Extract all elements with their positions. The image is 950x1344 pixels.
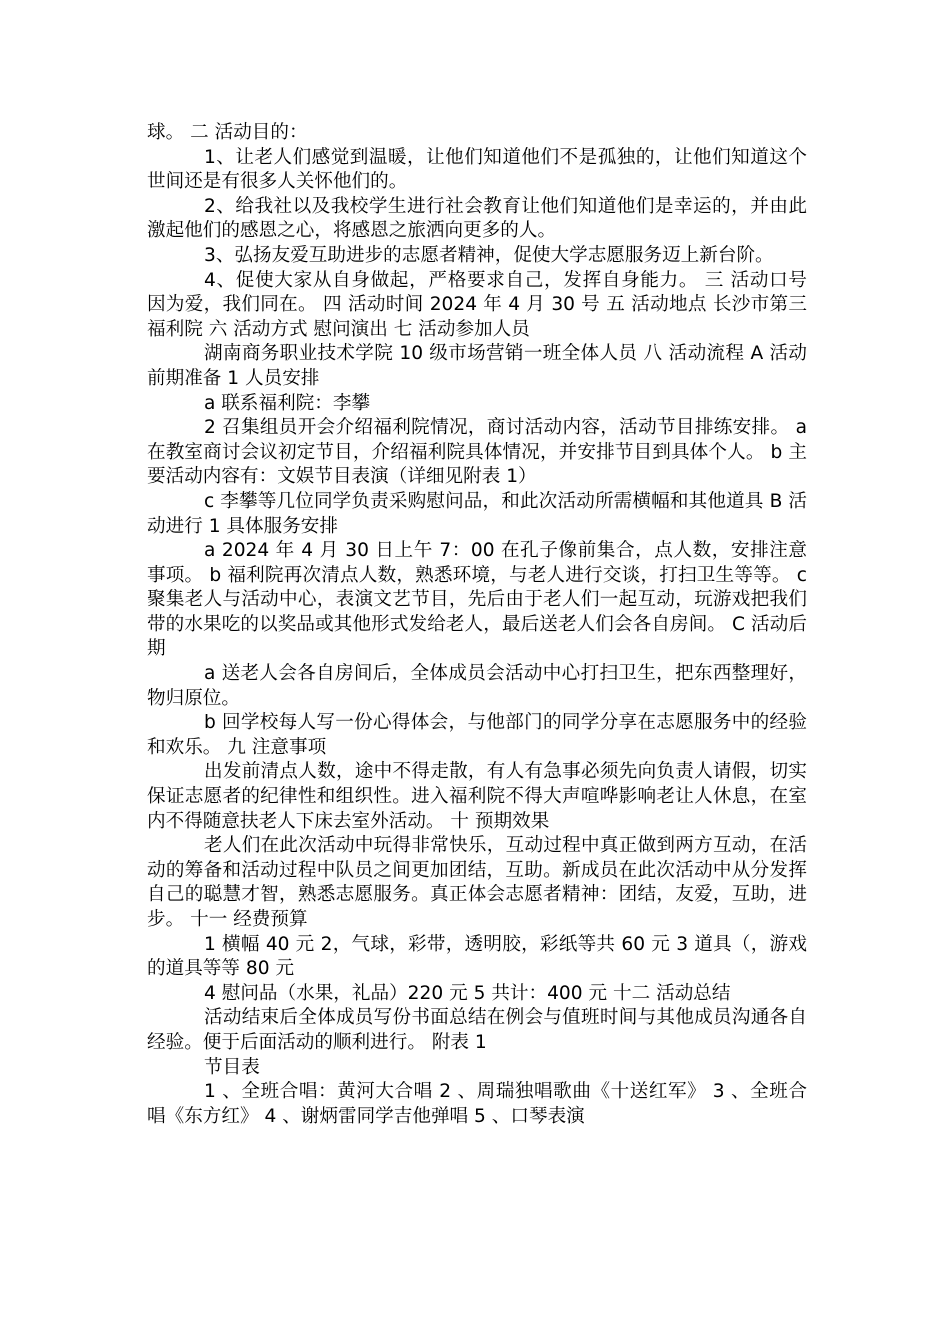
paragraph-cleanup: a 送老人会各自房间后，全体成员会活动中心打扫卫生，把东西整理好，物归原位。 — [147, 663, 807, 709]
paragraph-objective-2: 2、给我社以及我校学生进行社会教育让他们知道他们是幸运的，并由此激起他们的感恩之心，将感恩之旅洒向更多的人。 — [147, 195, 807, 242]
paragraph-budget-items: 1 横幅 40 元 2，气球，彩带，透明胶，彩纸等共 60 元 3 道具（，游戏的道具等等 80 元 — [147, 933, 807, 980]
paragraph-expected-results: 老人们在此次活动中玩得非常快乐，互动过程中真正做到两方互动，在活动的筹备和活动过程中队员之间更加团结，互助。新成员在此次活动中从分发挥自己的聪慧才智，熟悉志愿服务。真正体会志愿者精神：团结，友爱，互助，进步。 十一 经费预算 — [147, 835, 807, 930]
paragraph-schedule: a 2024 年 4 月 30 日上午 7：00 在孔子像前集合，点人数，安排注意事项。 b 福利院再次清点人数，熟悉环境，与老人进行交谈，打扫卫生等等。 c 聚集老人与活动中心，表演文艺节目，先后由于老人们一起互动，玩游戏把我们带的水果吃的以奖品或其他形式发给老人，最后送老人们会各自房间。 C 活动后期 — [147, 540, 807, 660]
paragraph-reflection: b 回学校每人写一份心得体会，与他部门的同学分享在志愿服务中的经验和欢乐。 九 注意事项 — [147, 712, 807, 758]
document-body — [147, 121, 807, 1129]
paragraph-objective-4: 4、促使大家从自身做起，严格要求自己，发挥自身能力。 三 活动口号 因为爱，我们同在。 四 活动时间 2024 年 4 月 30 号 五 活动地点 长沙市第三福利院 六 活动方式 慰问演出 七 活动参加人员 — [147, 269, 807, 340]
paragraph-objective-3: 3、弘扬友爱互助进步的志愿者精神，促使大学志愿服务迈上新台阶。 — [204, 244, 774, 266]
paragraph-contact: a 联系福利院：李攀 — [204, 392, 371, 414]
paragraph-meeting: 2 召集组员开会介绍福利院情况，商讨活动内容，活动节目排练安排。 a 在教室商讨会议初定节目，介绍福利院具体情况，并安排节目到具体个人。 b 主要活动内容有：文娱节目表演（详细见附表 1） — [147, 417, 807, 488]
paragraph-program-heading: 节目表 — [204, 1056, 260, 1078]
paragraph-purchasing: c 李攀等几位同学负责采购慰问品，和此次活动所需横幅和其他道具 B 活动进行 1 具体服务安排 — [147, 490, 807, 537]
paragraph-program-list: 1 、全班合唱：黄河大合唱 2 、周瑞独唱歌曲《十送红军》 3 、全班合唱《东方红》 4 、谢炳雷同学吉他弹唱 5 、口琴表演 — [147, 1081, 807, 1127]
paragraph-objective-1: 1、让老人们感觉到温暖，让他们知道他们不是孤独的，让他们知道这个世间还是有很多人关怀他们的。 — [147, 146, 807, 193]
paragraph-budget-total: 4 慰问品（水果，礼品）220 元 5 共计：400 元 十二 活动总结 — [204, 982, 731, 1004]
paragraph-objectives-heading: 球。 二 活动目的： — [147, 122, 308, 143]
paragraph-participants: 湖南商务职业技术学院 10 级市场营销一班全体人员 八 活动流程 A 活动前期准备 1 人员安排 — [147, 343, 807, 389]
paragraph-summary: 活动结束后全体成员写份书面总结在例会与值班时间与其他成员沟通各自经验。便于后面活动的顺利进行。 附表 1 — [147, 1007, 807, 1053]
paragraph-precautions: 出发前清点人数，途中不得走散，有人有急事必须先向负责人请假，切实保证志愿者的纪律性和组织性。进入福利院不得大声喧哗影响老让人休息，在室内不得随意扶老人下床去室外活动。 十 预期效果 — [147, 761, 807, 832]
